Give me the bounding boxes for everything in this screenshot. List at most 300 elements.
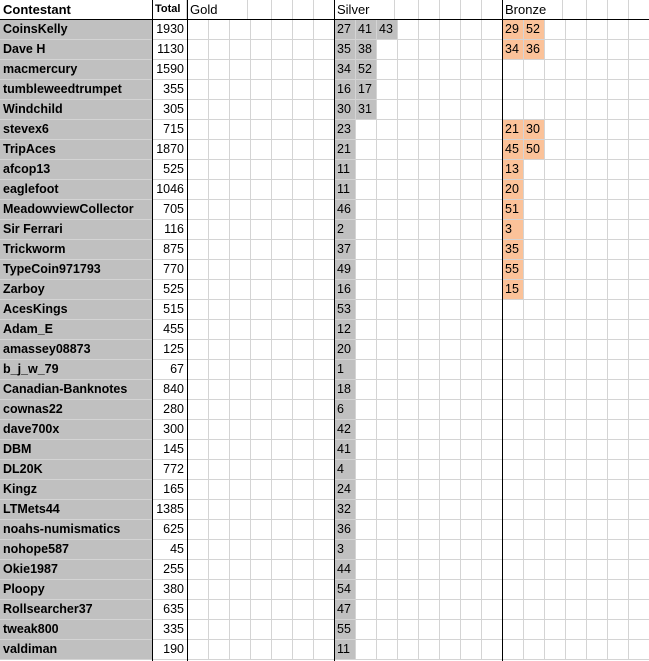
grid-cell[interactable] <box>461 540 482 560</box>
grid-cell[interactable] <box>377 80 398 100</box>
contestant-total[interactable]: 1130 <box>153 40 188 60</box>
contestant-total[interactable]: 335 <box>153 620 188 640</box>
contestant-total[interactable]: 190 <box>153 640 188 660</box>
grid-cell[interactable] <box>419 220 440 240</box>
grid-cell[interactable] <box>272 260 293 280</box>
bronze-value[interactable]: 36 <box>524 40 545 60</box>
grid-cell[interactable] <box>293 540 314 560</box>
contestant-name[interactable]: Ploopy <box>0 580 153 600</box>
contestant-name[interactable]: nohope587 <box>0 540 153 560</box>
grid-cell[interactable] <box>293 300 314 320</box>
grid-cell[interactable] <box>272 180 293 200</box>
grid-cell[interactable] <box>482 200 503 220</box>
grid-cell[interactable] <box>230 200 251 220</box>
grid-cell[interactable] <box>209 340 230 360</box>
contestant-total[interactable]: 705 <box>153 200 188 220</box>
grid-cell[interactable] <box>566 620 587 640</box>
grid-cell[interactable] <box>482 340 503 360</box>
grid-cell[interactable] <box>314 200 335 220</box>
contestant-total[interactable]: 525 <box>153 160 188 180</box>
grid-cell[interactable] <box>377 440 398 460</box>
grid-cell[interactable] <box>566 280 587 300</box>
grid-cell[interactable] <box>440 80 461 100</box>
grid-cell[interactable] <box>461 560 482 580</box>
grid-cell[interactable] <box>545 580 566 600</box>
grid-cell[interactable] <box>293 140 314 160</box>
grid-cell[interactable] <box>566 540 587 560</box>
grid-cell[interactable] <box>461 620 482 640</box>
grid-cell[interactable] <box>545 480 566 500</box>
grid-cell[interactable] <box>272 160 293 180</box>
grid-cell[interactable] <box>566 260 587 280</box>
grid-cell[interactable] <box>629 300 649 320</box>
contestant-name[interactable]: macmercury <box>0 60 153 80</box>
grid-cell[interactable] <box>230 620 251 640</box>
contestant-total[interactable]: 355 <box>153 80 188 100</box>
grid-cell[interactable] <box>398 420 419 440</box>
grid-cell[interactable] <box>419 320 440 340</box>
grid-cell[interactable] <box>440 0 461 20</box>
grid-cell[interactable] <box>314 440 335 460</box>
grid-cell[interactable] <box>293 360 314 380</box>
grid-cell[interactable] <box>608 260 629 280</box>
grid-cell[interactable] <box>587 60 608 80</box>
grid-cell[interactable] <box>272 340 293 360</box>
grid-cell[interactable] <box>419 260 440 280</box>
grid-cell[interactable] <box>209 360 230 380</box>
silver-value[interactable]: 2 <box>335 220 356 240</box>
grid-cell[interactable] <box>482 80 503 100</box>
header-total[interactable]: Total <box>153 0 187 20</box>
grid-cell[interactable] <box>188 360 209 380</box>
grid-cell[interactable] <box>461 420 482 440</box>
grid-cell[interactable] <box>188 560 209 580</box>
grid-cell[interactable] <box>398 640 419 660</box>
contestant-name[interactable]: AcesKings <box>0 300 153 320</box>
grid-cell[interactable] <box>293 440 314 460</box>
grid-cell[interactable] <box>608 200 629 220</box>
grid-cell[interactable] <box>482 280 503 300</box>
grid-cell[interactable] <box>545 80 566 100</box>
header-silver[interactable]: Silver <box>335 0 395 20</box>
grid-cell[interactable] <box>230 20 251 40</box>
grid-cell[interactable] <box>251 40 272 60</box>
contestant-total[interactable]: 280 <box>153 400 188 420</box>
contestant-total[interactable]: 715 <box>153 120 188 140</box>
grid-cell[interactable] <box>587 340 608 360</box>
grid-cell[interactable] <box>293 340 314 360</box>
contestant-name[interactable]: Trickworm <box>0 240 153 260</box>
grid-cell[interactable] <box>608 220 629 240</box>
grid-cell[interactable] <box>440 640 461 660</box>
grid-cell[interactable] <box>587 20 608 40</box>
grid-cell[interactable] <box>608 300 629 320</box>
grid-cell[interactable] <box>566 20 587 40</box>
grid-cell[interactable] <box>293 180 314 200</box>
contestant-total[interactable]: 305 <box>153 100 188 120</box>
grid-cell[interactable] <box>608 120 629 140</box>
grid-cell[interactable] <box>440 520 461 540</box>
grid-cell[interactable] <box>629 240 649 260</box>
grid-cell[interactable] <box>482 480 503 500</box>
grid-cell[interactable] <box>440 540 461 560</box>
grid-cell[interactable] <box>356 280 377 300</box>
grid-cell[interactable] <box>482 460 503 480</box>
silver-value[interactable]: 11 <box>335 160 356 180</box>
grid-cell[interactable] <box>629 160 649 180</box>
grid-cell[interactable] <box>230 120 251 140</box>
grid-cell[interactable] <box>188 460 209 480</box>
grid-cell[interactable] <box>545 400 566 420</box>
grid-cell[interactable] <box>398 320 419 340</box>
grid-cell[interactable] <box>251 420 272 440</box>
grid-cell[interactable] <box>251 320 272 340</box>
contestant-total[interactable]: 67 <box>153 360 188 380</box>
grid-cell[interactable] <box>482 620 503 640</box>
grid-cell[interactable] <box>356 340 377 360</box>
contestant-name[interactable]: Zarboy <box>0 280 153 300</box>
grid-cell[interactable] <box>608 20 629 40</box>
grid-cell[interactable] <box>314 360 335 380</box>
grid-cell[interactable] <box>293 40 314 60</box>
grid-cell[interactable] <box>545 180 566 200</box>
grid-cell[interactable] <box>272 640 293 660</box>
grid-cell[interactable] <box>629 0 649 20</box>
grid-cell[interactable] <box>566 400 587 420</box>
grid-cell[interactable] <box>566 100 587 120</box>
silver-value[interactable]: 49 <box>335 260 356 280</box>
contestant-name[interactable]: Canadian-Banknotes <box>0 380 153 400</box>
grid-cell[interactable] <box>209 640 230 660</box>
grid-cell[interactable] <box>272 280 293 300</box>
grid-cell[interactable] <box>440 160 461 180</box>
grid-cell[interactable] <box>566 40 587 60</box>
contestant-name[interactable]: dave700x <box>0 420 153 440</box>
grid-cell[interactable] <box>545 360 566 380</box>
grid-cell[interactable] <box>419 500 440 520</box>
grid-cell[interactable] <box>629 440 649 460</box>
grid-cell[interactable] <box>398 40 419 60</box>
grid-cell[interactable] <box>230 580 251 600</box>
grid-cell[interactable] <box>272 420 293 440</box>
grid-cell[interactable] <box>587 500 608 520</box>
grid-cell[interactable] <box>293 480 314 500</box>
grid-cell[interactable] <box>587 160 608 180</box>
grid-cell[interactable] <box>440 20 461 40</box>
grid-cell[interactable] <box>419 100 440 120</box>
grid-cell[interactable] <box>314 60 335 80</box>
silver-value[interactable]: 24 <box>335 480 356 500</box>
grid-cell[interactable] <box>566 300 587 320</box>
grid-cell[interactable] <box>482 300 503 320</box>
grid-cell[interactable] <box>503 400 524 420</box>
grid-cell[interactable] <box>356 200 377 220</box>
grid-cell[interactable] <box>314 460 335 480</box>
grid-cell[interactable] <box>524 600 545 620</box>
grid-cell[interactable] <box>482 100 503 120</box>
grid-cell[interactable] <box>377 160 398 180</box>
grid-cell[interactable] <box>545 600 566 620</box>
grid-cell[interactable] <box>524 460 545 480</box>
grid-cell[interactable] <box>356 640 377 660</box>
grid-cell[interactable] <box>314 120 335 140</box>
silver-value[interactable]: 42 <box>335 420 356 440</box>
silver-value[interactable]: 52 <box>356 60 377 80</box>
grid-cell[interactable] <box>629 600 649 620</box>
grid-cell[interactable] <box>230 260 251 280</box>
grid-cell[interactable] <box>503 640 524 660</box>
grid-cell[interactable] <box>188 20 209 40</box>
grid-cell[interactable] <box>230 100 251 120</box>
silver-value[interactable]: 55 <box>335 620 356 640</box>
grid-cell[interactable] <box>524 300 545 320</box>
grid-cell[interactable] <box>419 400 440 420</box>
grid-cell[interactable] <box>587 280 608 300</box>
grid-cell[interactable] <box>251 280 272 300</box>
contestant-name[interactable]: Rollsearcher37 <box>0 600 153 620</box>
grid-cell[interactable] <box>230 640 251 660</box>
grid-cell[interactable] <box>272 120 293 140</box>
grid-cell[interactable] <box>398 200 419 220</box>
grid-cell[interactable] <box>629 340 649 360</box>
grid-cell[interactable] <box>608 40 629 60</box>
bronze-value[interactable]: 3 <box>503 220 524 240</box>
grid-cell[interactable] <box>272 580 293 600</box>
grid-cell[interactable] <box>251 220 272 240</box>
grid-cell[interactable] <box>272 360 293 380</box>
grid-cell[interactable] <box>293 600 314 620</box>
grid-cell[interactable] <box>482 260 503 280</box>
grid-cell[interactable] <box>419 600 440 620</box>
grid-cell[interactable] <box>629 200 649 220</box>
bronze-value[interactable]: 45 <box>503 140 524 160</box>
contestant-name[interactable]: tweak800 <box>0 620 153 640</box>
grid-cell[interactable] <box>293 500 314 520</box>
grid-cell[interactable] <box>503 80 524 100</box>
grid-cell[interactable] <box>629 280 649 300</box>
bronze-value[interactable]: 29 <box>503 20 524 40</box>
grid-cell[interactable] <box>293 520 314 540</box>
grid-cell[interactable] <box>230 560 251 580</box>
grid-cell[interactable] <box>566 640 587 660</box>
silver-value[interactable]: 23 <box>335 120 356 140</box>
grid-cell[interactable] <box>293 120 314 140</box>
grid-cell[interactable] <box>377 580 398 600</box>
grid-cell[interactable] <box>251 620 272 640</box>
grid-cell[interactable] <box>419 460 440 480</box>
grid-cell[interactable] <box>503 380 524 400</box>
contestant-total[interactable]: 1870 <box>153 140 188 160</box>
grid-cell[interactable] <box>461 480 482 500</box>
grid-cell[interactable] <box>293 200 314 220</box>
silver-value[interactable]: 41 <box>356 20 377 40</box>
contestant-total[interactable]: 145 <box>153 440 188 460</box>
grid-cell[interactable] <box>314 220 335 240</box>
grid-cell[interactable] <box>419 380 440 400</box>
silver-value[interactable]: 16 <box>335 80 356 100</box>
grid-cell[interactable] <box>524 320 545 340</box>
silver-value[interactable]: 12 <box>335 320 356 340</box>
grid-cell[interactable] <box>314 40 335 60</box>
grid-cell[interactable] <box>398 480 419 500</box>
grid-cell[interactable] <box>314 100 335 120</box>
grid-cell[interactable] <box>314 420 335 440</box>
grid-cell[interactable] <box>608 540 629 560</box>
grid-cell[interactable] <box>461 300 482 320</box>
grid-cell[interactable] <box>608 420 629 440</box>
grid-cell[interactable] <box>524 520 545 540</box>
grid-cell[interactable] <box>503 520 524 540</box>
grid-cell[interactable] <box>356 260 377 280</box>
grid-cell[interactable] <box>545 260 566 280</box>
grid-cell[interactable] <box>440 40 461 60</box>
grid-cell[interactable] <box>524 380 545 400</box>
grid-cell[interactable] <box>251 460 272 480</box>
grid-cell[interactable] <box>545 500 566 520</box>
contestant-total[interactable]: 635 <box>153 600 188 620</box>
grid-cell[interactable] <box>461 100 482 120</box>
grid-cell[interactable] <box>461 40 482 60</box>
silver-value[interactable]: 11 <box>335 640 356 660</box>
grid-cell[interactable] <box>419 480 440 500</box>
grid-cell[interactable] <box>524 400 545 420</box>
grid-cell[interactable] <box>482 560 503 580</box>
grid-cell[interactable] <box>608 480 629 500</box>
silver-value[interactable]: 1 <box>335 360 356 380</box>
grid-cell[interactable] <box>272 0 293 20</box>
grid-cell[interactable] <box>377 200 398 220</box>
grid-cell[interactable] <box>398 380 419 400</box>
grid-cell[interactable] <box>377 220 398 240</box>
grid-cell[interactable] <box>398 240 419 260</box>
grid-cell[interactable] <box>482 420 503 440</box>
grid-cell[interactable] <box>377 100 398 120</box>
grid-cell[interactable] <box>314 400 335 420</box>
grid-cell[interactable] <box>482 540 503 560</box>
contestant-total[interactable]: 525 <box>153 280 188 300</box>
grid-cell[interactable] <box>608 160 629 180</box>
grid-cell[interactable] <box>209 40 230 60</box>
grid-cell[interactable] <box>293 60 314 80</box>
grid-cell[interactable] <box>209 280 230 300</box>
grid-cell[interactable] <box>545 620 566 640</box>
grid-cell[interactable] <box>188 60 209 80</box>
grid-cell[interactable] <box>566 340 587 360</box>
grid-cell[interactable] <box>251 140 272 160</box>
grid-cell[interactable] <box>209 180 230 200</box>
grid-cell[interactable] <box>629 120 649 140</box>
silver-value[interactable]: 46 <box>335 200 356 220</box>
grid-cell[interactable] <box>587 200 608 220</box>
grid-cell[interactable] <box>293 420 314 440</box>
grid-cell[interactable] <box>482 0 503 20</box>
grid-cell[interactable] <box>419 0 440 20</box>
grid-cell[interactable] <box>272 40 293 60</box>
grid-cell[interactable] <box>587 260 608 280</box>
grid-cell[interactable] <box>503 500 524 520</box>
grid-cell[interactable] <box>419 300 440 320</box>
grid-cell[interactable] <box>566 560 587 580</box>
grid-cell[interactable] <box>230 220 251 240</box>
grid-cell[interactable] <box>209 300 230 320</box>
grid-cell[interactable] <box>188 420 209 440</box>
grid-cell[interactable] <box>377 140 398 160</box>
grid-cell[interactable] <box>566 180 587 200</box>
grid-cell[interactable] <box>293 320 314 340</box>
grid-cell[interactable] <box>293 0 314 20</box>
grid-cell[interactable] <box>608 140 629 160</box>
grid-cell[interactable] <box>566 600 587 620</box>
silver-value[interactable]: 37 <box>335 240 356 260</box>
contestant-name[interactable]: LTMets44 <box>0 500 153 520</box>
grid-cell[interactable] <box>524 240 545 260</box>
grid-cell[interactable] <box>230 500 251 520</box>
bronze-value[interactable]: 34 <box>503 40 524 60</box>
grid-cell[interactable] <box>545 20 566 40</box>
grid-cell[interactable] <box>377 340 398 360</box>
grid-cell[interactable] <box>440 620 461 640</box>
grid-cell[interactable] <box>608 320 629 340</box>
grid-cell[interactable] <box>356 440 377 460</box>
grid-cell[interactable] <box>356 360 377 380</box>
grid-cell[interactable] <box>608 0 629 20</box>
grid-cell[interactable] <box>587 380 608 400</box>
grid-cell[interactable] <box>272 500 293 520</box>
grid-cell[interactable] <box>272 20 293 40</box>
silver-value[interactable]: 38 <box>356 40 377 60</box>
grid-cell[interactable] <box>629 100 649 120</box>
grid-cell[interactable] <box>209 120 230 140</box>
grid-cell[interactable] <box>377 280 398 300</box>
grid-cell[interactable] <box>566 500 587 520</box>
grid-cell[interactable] <box>545 300 566 320</box>
grid-cell[interactable] <box>419 440 440 460</box>
grid-cell[interactable] <box>356 380 377 400</box>
grid-cell[interactable] <box>230 240 251 260</box>
grid-cell[interactable] <box>419 20 440 40</box>
contestant-total[interactable]: 770 <box>153 260 188 280</box>
grid-cell[interactable] <box>629 140 649 160</box>
grid-cell[interactable] <box>314 480 335 500</box>
grid-cell[interactable] <box>440 440 461 460</box>
grid-cell[interactable] <box>314 340 335 360</box>
grid-cell[interactable] <box>629 380 649 400</box>
grid-cell[interactable] <box>503 100 524 120</box>
grid-cell[interactable] <box>272 220 293 240</box>
grid-cell[interactable] <box>230 360 251 380</box>
grid-cell[interactable] <box>566 320 587 340</box>
grid-cell[interactable] <box>419 120 440 140</box>
contestant-name[interactable]: amassey08873 <box>0 340 153 360</box>
grid-cell[interactable] <box>524 640 545 660</box>
grid-cell[interactable] <box>608 360 629 380</box>
grid-cell[interactable] <box>608 520 629 540</box>
grid-cell[interactable] <box>629 500 649 520</box>
silver-value[interactable]: 44 <box>335 560 356 580</box>
grid-cell[interactable] <box>377 40 398 60</box>
grid-cell[interactable] <box>419 40 440 60</box>
grid-cell[interactable] <box>188 200 209 220</box>
grid-cell[interactable] <box>209 100 230 120</box>
grid-cell[interactable] <box>461 120 482 140</box>
grid-cell[interactable] <box>251 440 272 460</box>
bronze-value[interactable]: 30 <box>524 120 545 140</box>
grid-cell[interactable] <box>356 240 377 260</box>
grid-cell[interactable] <box>461 180 482 200</box>
grid-cell[interactable] <box>398 280 419 300</box>
grid-cell[interactable] <box>209 440 230 460</box>
grid-cell[interactable] <box>566 140 587 160</box>
